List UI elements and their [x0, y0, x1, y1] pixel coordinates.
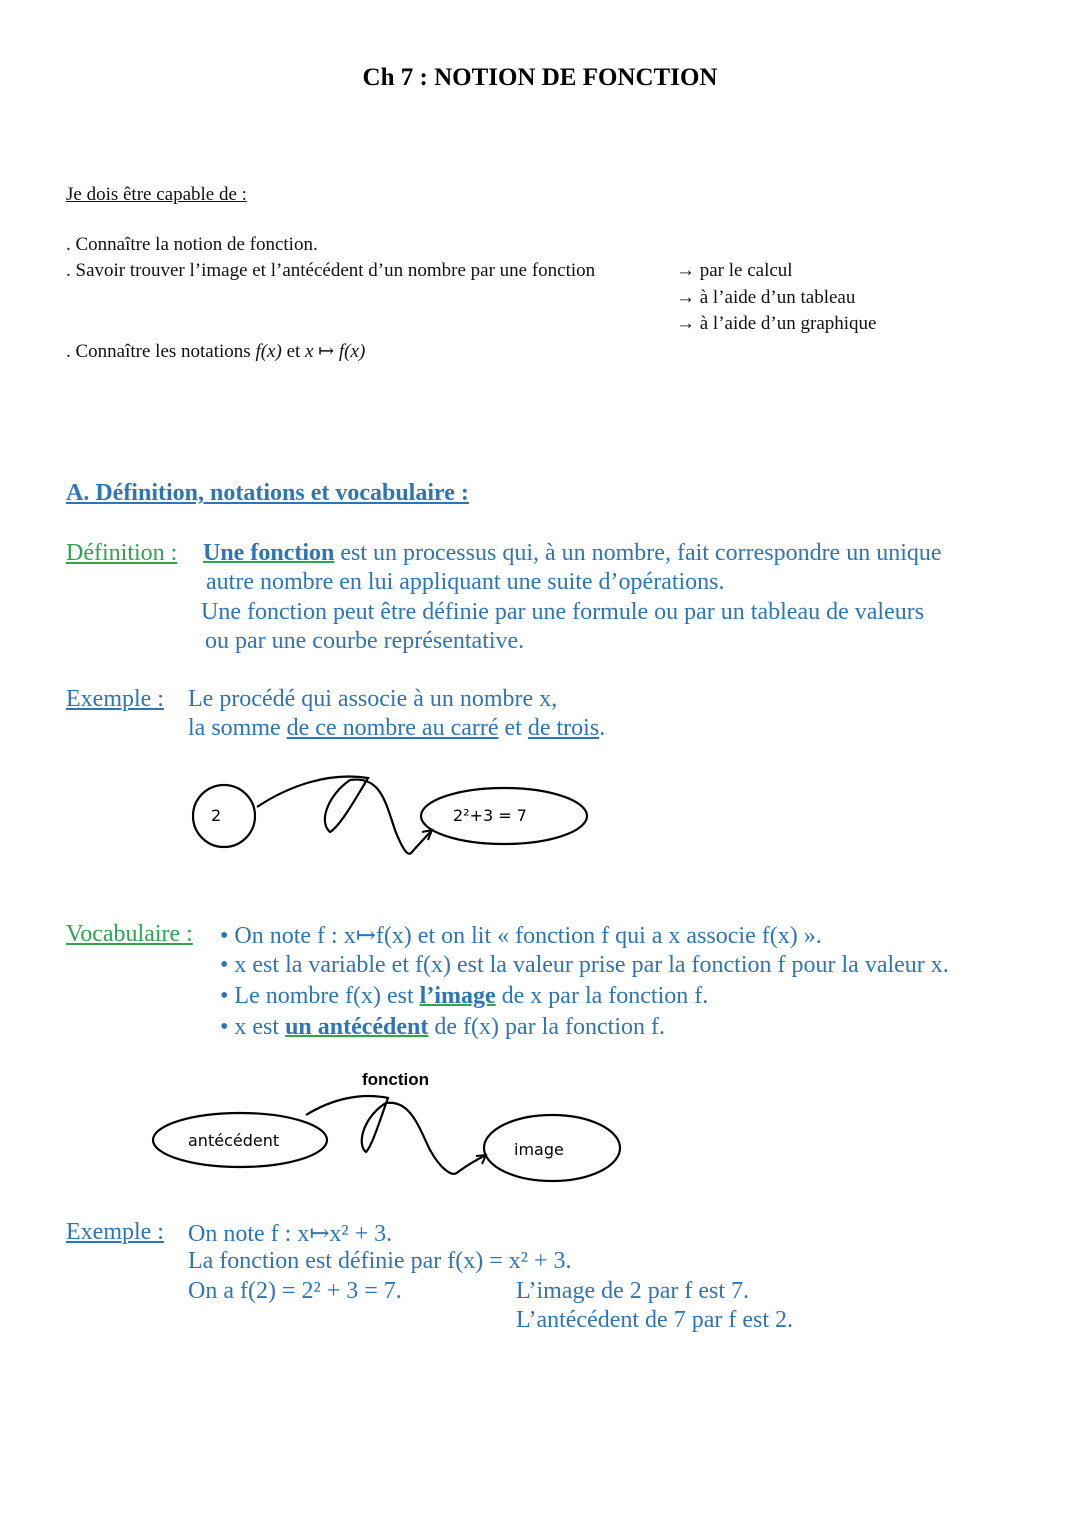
notation-mapsto: x ↦ f(x) — [305, 341, 366, 362]
vocab-bullet-3 — [220, 983, 708, 1010]
method-calcul: → par le calcul — [676, 260, 793, 281]
example-2-line-1: On note f : x↦x² + 3. — [188, 1221, 393, 1247]
example-1-sum: la somme — [188, 715, 281, 741]
example-1-line-2 — [188, 715, 605, 742]
example-2-line-3: On a f(2) = 2² + 3 = 7. — [188, 1278, 402, 1304]
definition-text-1: est un processus qui, à un nombre, fait correspondre un unique — [334, 540, 942, 566]
objective-1: . Connaître la notion de fonction. — [66, 234, 318, 255]
definition-line-4: ou par une courbe représentative. — [205, 628, 525, 654]
vocab-term-image: l’image — [419, 983, 496, 1009]
vocab-bullet-4 — [220, 1014, 665, 1041]
example-2-line-2: La fonction est définie par f(x) = x² + 3. — [188, 1248, 572, 1274]
diagram-2-output: image — [514, 1140, 564, 1159]
definition-line-3: Une fonction peut être définie par une formule ou par un tableau de valeurs — [201, 599, 925, 625]
vocab-bullet-3-b: de x par la fonction f. — [501, 983, 709, 1009]
notation-fx: f(x) — [255, 341, 282, 362]
section-a-heading: A. Définition, notations et vocabulaire : — [66, 480, 469, 506]
diagram-2-squiggle-arrow — [306, 1096, 486, 1174]
diagram-1-arrowhead — [422, 830, 432, 840]
vocab-bullet-1: • On note f : x↦f(x) et on lit « fonction f qui a x associe f(x) ». — [220, 923, 822, 949]
diagram-1-input-bubble — [193, 785, 255, 847]
example-1-dot: . — [599, 715, 606, 741]
vocab-bullet-2: • x est la variable et f(x) est la valeur prise par la fonction f pour la valeur x. — [220, 952, 949, 978]
example-1-squared: de ce nombre au carré — [286, 715, 499, 741]
objectives-heading: Je dois être capable de : — [66, 184, 247, 205]
diagram-2-function-label: fonction — [362, 1070, 430, 1089]
objective-3 — [66, 340, 365, 363]
method-graphique: → à l’aide d’un graphique — [676, 313, 877, 334]
example-2-result-antecedent: L’antécédent de 7 par f est 2. — [516, 1307, 793, 1333]
diagram-1-output: 2²+3 = 7 — [453, 806, 527, 825]
vocab-term-antecedent: un antécédent — [285, 1014, 429, 1040]
example-1-line-1: Le procédé qui associe à un nombre x, — [188, 686, 558, 712]
diagram-1-squiggle-arrow — [257, 777, 432, 854]
example-2-result-image: L’image de 2 par f est 7. — [516, 1278, 750, 1304]
diagram-1-input: 2 — [211, 806, 222, 825]
vocabulary-label: Vocabulaire : — [66, 921, 193, 947]
example-1-three: de trois — [527, 715, 600, 741]
vocab-bullet-4-b: de f(x) par la fonction f. — [434, 1014, 665, 1040]
example-2-label: Exemple : — [66, 1219, 164, 1245]
example-1-label: Exemple : — [66, 686, 164, 712]
diagram-2-input: antécédent — [188, 1131, 280, 1150]
objective-3-prefix: . Connaître les notations — [66, 341, 251, 362]
definition-term: Une fonction — [203, 540, 335, 566]
example-1-and: et — [504, 715, 522, 741]
vocab-bullet-4-a: • x est — [220, 1014, 280, 1040]
diagram-2-arrowhead — [476, 1155, 486, 1164]
definition-label: Définition : — [66, 540, 178, 566]
vocab-bullet-3-a: • Le nombre f(x) est — [220, 983, 414, 1009]
definition-line-2: autre nombre en lui appliquant une suite d’opérations. — [206, 569, 725, 595]
definition-line-1 — [203, 540, 942, 567]
objective-2: . Savoir trouver l’image et l’antécédent d’un nombre par une fonction — [66, 260, 596, 281]
method-tableau: → à l’aide d’un tableau — [676, 287, 856, 308]
notation-and: et — [286, 341, 301, 362]
page-title: Ch 7 : NOTION DE FONCTION — [362, 64, 718, 91]
